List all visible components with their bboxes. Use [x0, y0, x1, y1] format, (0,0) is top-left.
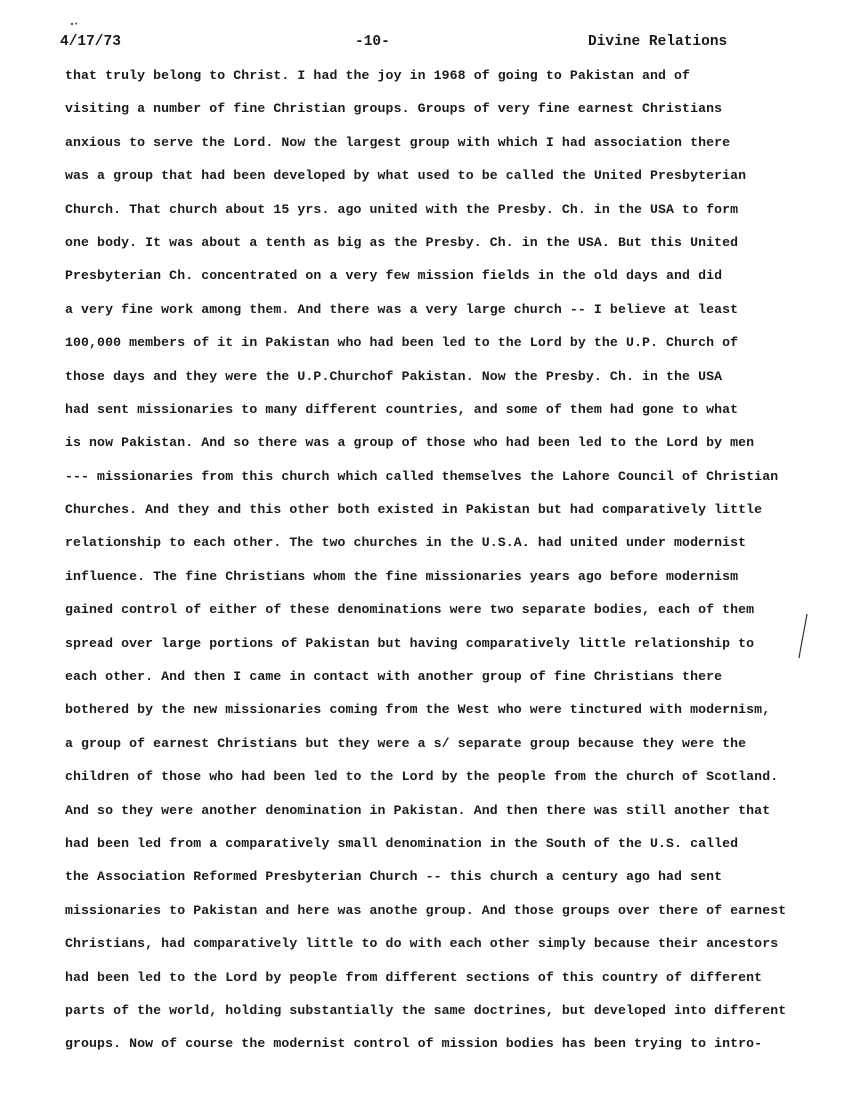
- body-text: [65, 66, 845, 1068]
- text-line: each other. And then I came in contact with another group of fine Christians there: [65, 669, 723, 685]
- text-line: bothered by the new missionaries coming from the West who were tinctured with modernism,: [65, 702, 771, 718]
- text-line: groups. Now of course the modernist control of mission bodies has been trying to intro-: [65, 1036, 763, 1052]
- text-line: is now Pakistan. And so there was a group of those who had been led to the Lord by men: [65, 435, 755, 451]
- text-line: a very fine work among them. And there was a very large church -- I believe at least: [65, 301, 739, 317]
- text-line: anxious to serve the Lord. Now the largest group with which I had association there: [65, 134, 731, 150]
- text-line: 100,000 members of it in Pakistan who had been led to the Lord by the U.P. Church of: [65, 335, 739, 351]
- text-line: the Association Reformed Presbyterian Church -- this church a century ago had sent: [65, 869, 723, 885]
- text-line: gained control of either of these denominations were two separate bodies, each of them: [65, 602, 755, 618]
- ink-speck: [70, 22, 78, 26]
- text-line: influence. The fine Christians whom the fine missionaries years ago before modernism: [65, 568, 739, 584]
- text-line: relationship to each other. The two churches in the U.S.A. had united under modernist: [65, 535, 747, 551]
- text-line: was a group that had been developed by what used to be called the United Presbyterian: [65, 168, 747, 184]
- text-line: that truly belong to Christ. I had the joy in 1968 of going to Pakistan and of: [65, 68, 691, 83]
- header-date: 4/17/73: [60, 34, 121, 50]
- text-line: had been led to the Lord by people from different sections of this country of different: [65, 969, 763, 985]
- text-line: those days and they were the U.P.Churchof Pakistan. Now the Presby. Ch. in the USA: [65, 368, 723, 384]
- text-line: --- missionaries from this church which called themselves the Lahore Council of Christian: [65, 468, 779, 484]
- page-header: [0, 30, 854, 54]
- margin-pen-mark: [796, 612, 810, 660]
- text-line: visiting a number of fine Christian groups. Groups of very fine earnest Christians: [65, 101, 723, 117]
- text-line: Churches. And they and this other both existed in Pakistan but had comparatively little: [65, 502, 763, 518]
- header-page-number: -10-: [355, 34, 390, 50]
- text-line: had been led from a comparatively small denomination in the South of the U.S. called: [65, 835, 739, 851]
- text-line: spread over large portions of Pakistan but having comparatively little relationship to: [65, 635, 755, 651]
- text-line: Church. That church about 15 yrs. ago united with the Presby. Ch. in the USA to form: [65, 201, 739, 217]
- text-line: a group of earnest Christians but they were a s/ separate group because they were the: [65, 735, 747, 751]
- text-line: Christians, had comparatively little to do with each other simply because their ancestors: [65, 936, 779, 952]
- text-line: Presbyterian Ch. concentrated on a very few mission fields in the old days and did: [65, 268, 723, 284]
- text-line: one body. It was about a tenth as big as the Presby. Ch. in the USA. But this United: [65, 234, 739, 250]
- text-line: missionaries to Pakistan and here was anothe group. And those groups over there of earnest: [65, 902, 787, 918]
- text-line: children of those who had been led to the Lord by the people from the church of Scotland.: [65, 769, 779, 785]
- text-line: parts of the world, holding substantially the same doctrines, but developed into different: [65, 1002, 787, 1018]
- text-line: And so they were another denomination in Pakistan. And then there was still another that: [65, 802, 771, 818]
- text-line: had sent missionaries to many different countries, and some of them had gone to what: [65, 401, 739, 417]
- header-title: Divine Relations: [588, 34, 728, 50]
